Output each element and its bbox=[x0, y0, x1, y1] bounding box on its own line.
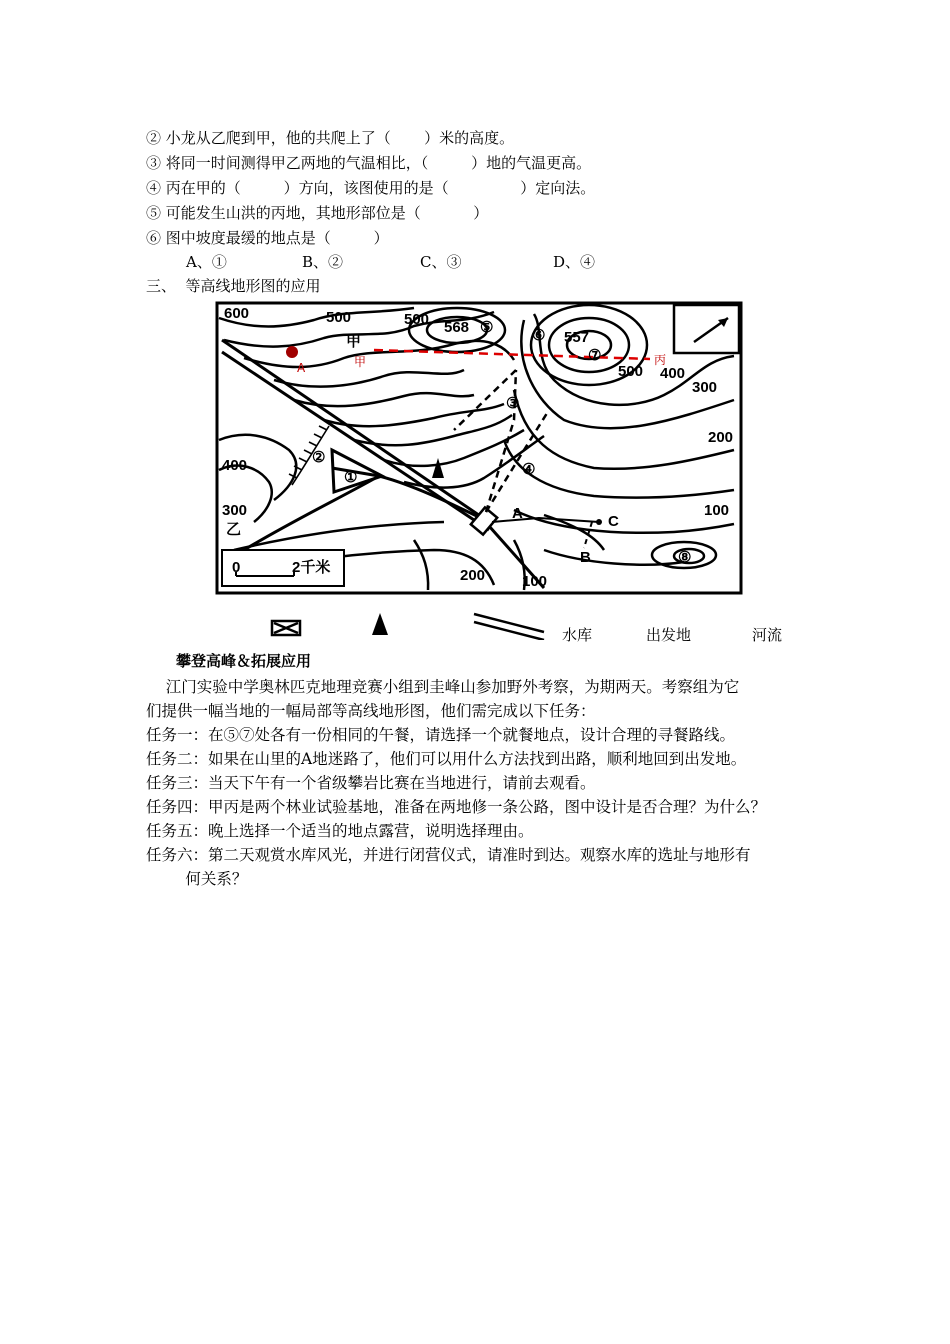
task-1: 任务一：在⑤⑦处各有一份相同的午餐，请选择一个就餐地点，设计合理的寻餐路线。 bbox=[146, 726, 736, 744]
river-legend-icon bbox=[472, 610, 548, 640]
legend-river: 河流 bbox=[752, 626, 783, 644]
letter-a: A bbox=[512, 505, 523, 522]
paragraph-line-2: 们提供一幅当地的一幅局部等高线地形图，他们需完成以下任务： bbox=[146, 702, 596, 720]
scale-zero: 0 bbox=[232, 559, 241, 576]
letter-c: C bbox=[608, 513, 619, 530]
question-4: ④ 丙在甲的（ ）方向，该图使用的是（ ）定向法。 bbox=[146, 179, 596, 197]
label-200a: 200 bbox=[708, 429, 734, 446]
task-6-continued: 何关系？ bbox=[146, 870, 248, 888]
contour-map bbox=[214, 300, 744, 596]
point-4: ④ bbox=[522, 461, 536, 478]
label-557: 557 bbox=[564, 329, 590, 346]
label-568: 568 bbox=[444, 319, 470, 336]
point-6: ⑥ bbox=[532, 327, 546, 344]
point-2: ② bbox=[312, 449, 326, 466]
point-8: ⑧ bbox=[678, 549, 692, 566]
point-7: ⑦ bbox=[588, 347, 602, 364]
label-500c: 500 bbox=[618, 363, 644, 380]
label-500a: 500 bbox=[326, 309, 352, 326]
legend-reservoir: 水库 bbox=[562, 626, 593, 644]
label-400b: 400 bbox=[222, 457, 248, 474]
reservoir-legend-icon bbox=[270, 618, 304, 638]
label-yi: 乙 bbox=[226, 521, 242, 538]
choice-b: B、② bbox=[302, 253, 344, 271]
label-jia-black: 甲 bbox=[346, 333, 362, 350]
choice-c: C、③ bbox=[420, 253, 462, 271]
question-2: ② 小龙从乙爬到甲，他的共爬上了（ ）米的高度。 bbox=[146, 129, 515, 147]
legend-departure: 出发地 bbox=[646, 626, 692, 644]
task-4: 任务四：甲丙是两个林业试验基地，准备在两地修一条公路，图中设计是否合理？为什么？ bbox=[146, 798, 767, 816]
start-marker bbox=[286, 346, 298, 358]
question-6: ⑥ 图中坡度最缓的地点是（ ） bbox=[146, 229, 389, 247]
question-5: ⑤ 可能发生山洪的丙地，其地形部位是（ ） bbox=[146, 204, 489, 222]
label-100a: 100 bbox=[704, 502, 730, 519]
point-3: ③ bbox=[506, 395, 520, 412]
departure-legend-icon bbox=[370, 611, 390, 637]
label-100b: 100 bbox=[522, 573, 548, 590]
label-500b: 500 bbox=[404, 311, 430, 328]
paragraph-line-1: 江门实验中学奥林匹克地理竞赛小组到圭峰山参加野外考察，为期两天。考察组为它 bbox=[146, 678, 740, 696]
label-400a: 400 bbox=[660, 365, 686, 382]
label-200b: 200 bbox=[460, 567, 486, 584]
letter-b: B bbox=[580, 549, 591, 566]
red-label-bing: 丙 bbox=[654, 353, 667, 367]
choice-d: D、④ bbox=[553, 253, 596, 271]
point-5: ⑤ bbox=[480, 319, 494, 336]
task-2: 任务二：如果在山里的A地迷路了，他们可以用什么方法找到出路，顺利地回到出发地。 bbox=[146, 750, 747, 768]
label-300b: 300 bbox=[222, 502, 248, 519]
red-label-a: A bbox=[297, 361, 306, 375]
label-600: 600 bbox=[224, 305, 250, 322]
choice-a: A、① bbox=[186, 253, 227, 271]
task-6: 任务六：第二天观赏水库风光，并进行闭营仪式，请准时到达。观察水库的选址与地形有 bbox=[146, 846, 751, 864]
task-3: 任务三：当天下午有一个省级攀岩比赛在当地进行，请前去观看。 bbox=[146, 774, 596, 792]
red-label-jia: 甲 bbox=[354, 355, 367, 369]
question-3: ③ 将同一时间测得甲乙两地的气温相比，（ ）地的气温更高。 bbox=[146, 154, 592, 172]
scale-two-km: 2千米 bbox=[292, 559, 331, 576]
section-three-title: 三、 等高线地形图的应用 bbox=[146, 277, 321, 295]
label-300a: 300 bbox=[692, 379, 718, 396]
point-1: ① bbox=[344, 469, 358, 486]
section-heading: 攀登高峰＆拓展应用 bbox=[176, 652, 312, 670]
task-5: 任务五：晚上选择一个适当的地点露营，说明选择理由。 bbox=[146, 822, 534, 840]
